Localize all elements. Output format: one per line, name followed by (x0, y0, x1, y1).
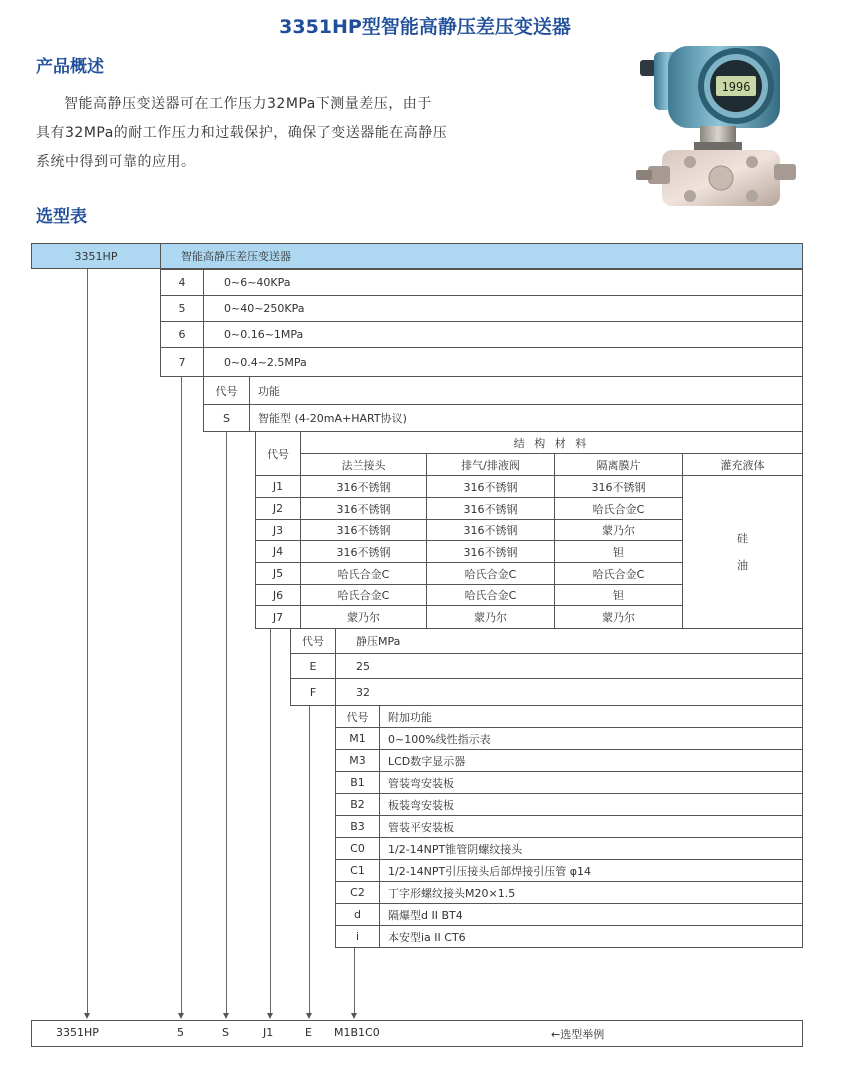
material-j4-diaphragm: 钽 (554, 540, 683, 563)
connector-line-static (309, 706, 310, 1014)
range-code-5: 5 (160, 295, 204, 322)
option-desc-c0: 1/2-14NPT锥管阴螺纹接头 (379, 837, 803, 860)
connector-line-range (181, 377, 182, 1014)
material-j7-flange: 蒙乃尔 (300, 605, 427, 629)
option-code-c2: C2 (335, 881, 380, 904)
material-j1-flange: 316不锈钢 (300, 475, 427, 498)
example-part-range: 5 (177, 1026, 184, 1039)
option-code-b2: B2 (335, 793, 380, 816)
overview-text (36, 90, 506, 177)
arrow-material (267, 1013, 273, 1019)
fill-liquid-cell (682, 475, 803, 629)
material-j2-flange: 316不锈钢 (300, 497, 427, 520)
material-code-j1: J1 (255, 475, 301, 498)
material-code-j7: J7 (255, 605, 301, 629)
connector-line-options (354, 948, 355, 1014)
range-desc-6: 0~0.16~1MPa (203, 321, 803, 348)
overview-line-1: 智能高静压变送器可在工作压力32MPa下测量差压，由于 (64, 96, 432, 112)
example-part-function: S (222, 1026, 229, 1039)
material-j5-diaphragm: 哈氏合金C (554, 562, 683, 585)
option-desc-b3: 管装平安装板 (379, 815, 803, 838)
range-code-4: 4 (160, 269, 204, 296)
example-row (31, 1020, 803, 1047)
display-readout: 1996 (721, 80, 751, 94)
arrow-range (178, 1013, 184, 1019)
option-desc-b2: 板装弯安装板 (379, 793, 803, 816)
material-code-j2: J2 (255, 497, 301, 520)
connector-line-function (226, 432, 227, 1014)
example-part-model: 3351HP (56, 1026, 99, 1039)
option-desc-m3: LCD数字显示器 (379, 749, 803, 772)
function-desc-s: 智能型 (4-20mA+HART协议) (249, 404, 803, 432)
material-col-vent-valve: 排气/排液阀 (426, 453, 555, 476)
material-group-header: 结 构 材 料 (300, 431, 803, 454)
range-desc-5: 0~40~250KPa (203, 295, 803, 322)
option-desc-c2: 丁字形螺纹接头M20×1.5 (379, 881, 803, 904)
arrow-static (306, 1013, 312, 1019)
material-code-j6: J6 (255, 584, 301, 606)
option-code-c0: C0 (335, 837, 380, 860)
overview-heading: 产品概述 (36, 57, 104, 77)
selection-heading: 选型表 (36, 207, 87, 227)
option-code-i: i (335, 925, 380, 948)
option-desc-m1: 0~100%线性指示表 (379, 727, 803, 750)
option-desc-b1: 管装弯安装板 (379, 771, 803, 794)
option-desc-d: 隔爆型d II BT4 (379, 903, 803, 926)
overview-line-3: 系统中得到可靠的应用。 (36, 154, 196, 170)
material-code-header: 代号 (255, 431, 301, 476)
material-j3-diaphragm: 蒙乃尔 (554, 519, 683, 541)
example-label: ←选型举例 (551, 1028, 605, 1041)
overview-line-2: 具有32MPa的耐工作压力和过载保护，确保了变送器能在高静压 (36, 125, 448, 141)
option-code-m3: M3 (335, 749, 380, 772)
material-j7-diaphragm: 蒙乃尔 (554, 605, 683, 629)
material-code-j4: J4 (255, 540, 301, 563)
range-code-7: 7 (160, 347, 204, 377)
function-code-s: S (203, 404, 250, 432)
connector-line-model (87, 269, 88, 1014)
material-j3-flange: 316不锈钢 (300, 519, 427, 541)
static-desc-header: 静压MPa (335, 628, 803, 654)
option-code-b3: B3 (335, 815, 380, 838)
material-col-flange: 法兰接头 (300, 453, 427, 476)
material-j5-valve: 哈氏合金C (426, 562, 555, 585)
static-code-f: F (290, 678, 336, 706)
arrow-model (84, 1013, 90, 1019)
static-desc-f: 32 (335, 678, 803, 706)
example-part-static: E (305, 1026, 312, 1039)
static-code-header: 代号 (290, 628, 336, 654)
range-desc-7: 0~0.4~2.5MPa (203, 347, 803, 377)
material-j1-valve: 316不锈钢 (426, 475, 555, 498)
material-j4-flange: 316不锈钢 (300, 540, 427, 563)
material-code-j5: J5 (255, 562, 301, 585)
material-j4-valve: 316不锈钢 (426, 540, 555, 563)
example-part-options: M1B1C0 (334, 1026, 380, 1039)
material-j3-valve: 316不锈钢 (426, 519, 555, 541)
material-j1-diaphragm: 316不锈钢 (554, 475, 683, 498)
static-code-e: E (290, 653, 336, 679)
arrow-function (223, 1013, 229, 1019)
page-title: 3351HP型智能高静压差压变送器 (279, 16, 571, 38)
options-code-header: 代号 (335, 705, 380, 728)
option-code-c1: C1 (335, 859, 380, 882)
static-desc-e: 25 (335, 653, 803, 679)
material-j2-valve: 316不锈钢 (426, 497, 555, 520)
fill-liquid-char-2: 油 (737, 559, 748, 572)
material-code-j3: J3 (255, 519, 301, 541)
function-desc-header: 功能 (249, 376, 803, 405)
material-col-fill-liquid: 灌充液体 (682, 453, 803, 476)
option-desc-i: 本安型ia II CT6 (379, 925, 803, 948)
arrow-options (351, 1013, 357, 1019)
option-code-m1: M1 (335, 727, 380, 750)
function-code-header: 代号 (203, 376, 250, 405)
option-code-d: d (335, 903, 380, 926)
model-desc-cell: 智能高静压差压变送器 (160, 243, 803, 269)
example-part-material: J1 (263, 1026, 274, 1039)
options-desc-header: 附加功能 (379, 705, 803, 728)
material-j6-diaphragm: 钽 (554, 584, 683, 606)
range-desc-4: 0~6~40KPa (203, 269, 803, 296)
material-j7-valve: 蒙乃尔 (426, 605, 555, 629)
transmitter-photo (628, 38, 806, 218)
model-code-cell: 3351HP (31, 243, 161, 269)
connector-line-material (270, 629, 271, 1014)
material-j6-flange: 哈氏合金C (300, 584, 427, 606)
material-j5-flange: 哈氏合金C (300, 562, 427, 585)
material-j6-valve: 哈氏合金C (426, 584, 555, 606)
fill-liquid-char-1: 硅 (737, 532, 748, 545)
material-col-diaphragm: 隔离膜片 (554, 453, 683, 476)
option-desc-c1: 1/2-14NPT引压接头后部焊接引压管 φ14 (379, 859, 803, 882)
option-code-b1: B1 (335, 771, 380, 794)
range-code-6: 6 (160, 321, 204, 348)
material-j2-diaphragm: 哈氏合金C (554, 497, 683, 520)
